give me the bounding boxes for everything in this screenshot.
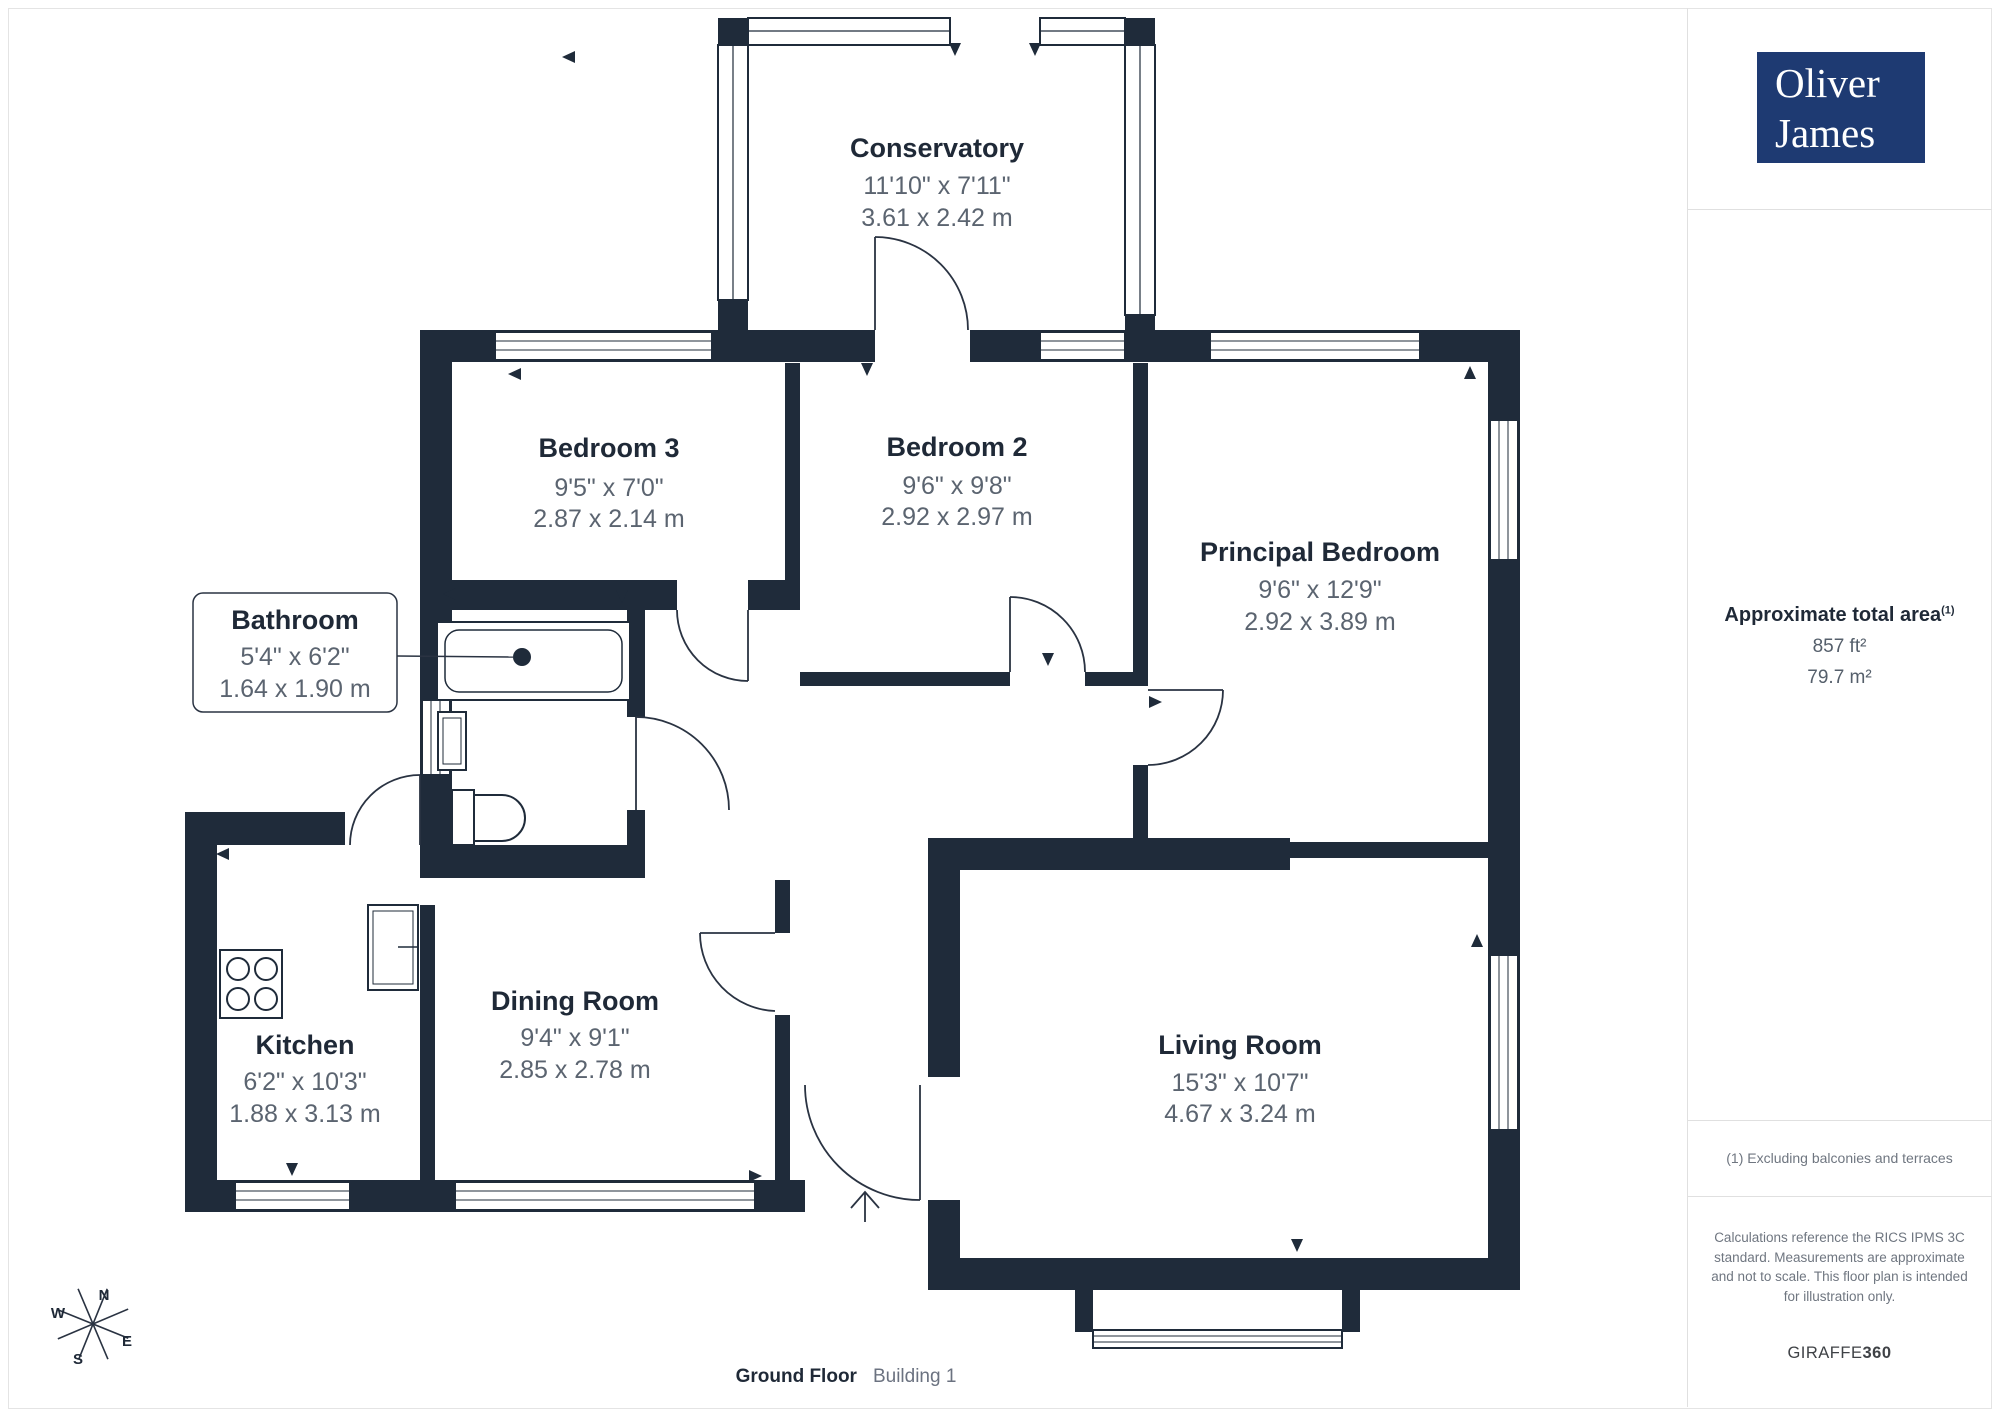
room-dims-imperial: 15'3" x 10'7" xyxy=(1171,1069,1309,1097)
bathtub xyxy=(437,622,630,700)
building-name: Building 1 xyxy=(872,1366,957,1387)
compass-s: S xyxy=(72,1351,84,1368)
sidebar-divider-1 xyxy=(1688,209,1992,210)
total-area-title xyxy=(1687,604,1992,627)
total-area-m: 79.7 m² xyxy=(1807,667,1872,688)
room-dims-imperial: 6'2" x 10'3" xyxy=(243,1068,367,1096)
total-area-block xyxy=(1687,604,1992,689)
total-area-ft: 857 ft² xyxy=(1812,636,1867,657)
footnote-marker: (1) xyxy=(1941,604,1955,617)
room-label-bedroom-2: Bedroom 2 xyxy=(886,432,1028,462)
floor-name: Ground Floor xyxy=(735,1366,857,1387)
sidebar-divider-vertical xyxy=(1687,8,1688,1407)
footnote-text: (1) Excluding balconies and terraces xyxy=(1726,1150,1953,1166)
room-label-dining-room: Dining Room xyxy=(491,986,659,1016)
giraffe360-brand xyxy=(1687,1344,1992,1363)
room-dims-metric: 2.92 x 2.97 m xyxy=(881,503,1033,531)
room-dims-imperial: 9'4" x 9'1" xyxy=(520,1024,630,1052)
room-dims-imperial: 9'5" x 7'0" xyxy=(554,474,664,502)
room-dims-metric: 4.67 x 3.24 m xyxy=(1164,1100,1316,1128)
conservatory-entry-gap xyxy=(875,330,970,362)
compass-icon xyxy=(44,1275,143,1374)
room-dims-imperial: 9'6" x 12'9" xyxy=(1258,576,1382,604)
sidebar-divider-3 xyxy=(1688,1196,1992,1197)
entrance-arrow-icon xyxy=(851,1192,879,1222)
room-dims-imperial: 5'4" x 6'2" xyxy=(240,643,350,671)
total-area-title-text: Approximate total area xyxy=(1724,604,1942,626)
room-dims-metric: 2.85 x 2.78 m xyxy=(499,1056,651,1084)
room-label-bedroom-3: Bedroom 3 xyxy=(538,433,680,463)
giraffe-360: 360 xyxy=(1862,1344,1892,1362)
room-dims-imperial: 11'10" x 7'11" xyxy=(863,172,1011,200)
stove xyxy=(220,950,282,1018)
compass-e: E xyxy=(121,1333,133,1350)
shower-head-icon xyxy=(513,648,531,666)
room-dims-metric: 2.87 x 2.14 m xyxy=(533,505,685,533)
disclaimer-text: Calculations reference the RICS IPMS 3C standard. Measurements are approximate and not to scale. This floor plan is intended for illustration only. xyxy=(1711,1230,1968,1304)
agency-logo xyxy=(1757,52,1925,163)
room-dims-metric: 2.92 x 3.89 m xyxy=(1244,608,1396,636)
room-label-bathroom: Bathroom xyxy=(231,605,359,635)
logo-line2: James xyxy=(1775,110,1876,156)
room-dims-metric: 3.61 x 2.42 m xyxy=(861,204,1013,232)
toilet xyxy=(452,790,525,845)
room-label-principal-bedroom: Principal Bedroom xyxy=(1199,537,1441,567)
sidebar-divider-2 xyxy=(1688,1120,1992,1121)
compass-w: W xyxy=(50,1305,66,1322)
giraffe-text: GIRAFFE xyxy=(1787,1344,1863,1362)
bathroom-sink xyxy=(438,712,466,770)
bay-interior xyxy=(1093,1290,1342,1332)
kitchen-sink xyxy=(368,905,418,990)
logo-line1: Oliver xyxy=(1775,60,1880,106)
room-dims-metric: 1.64 x 1.90 m xyxy=(219,675,371,703)
room-label-living-room: Living Room xyxy=(1158,1030,1322,1060)
room-label-kitchen: Kitchen xyxy=(255,1030,355,1060)
room-label-conservatory: Conservatory xyxy=(849,133,1025,163)
room-dims-metric: 1.88 x 3.13 m xyxy=(229,1100,381,1128)
conservatory-glazing xyxy=(718,18,1155,315)
floor-caption xyxy=(0,1366,1692,1388)
compass-n: N xyxy=(98,1287,110,1304)
room-dims-imperial: 9'6" x 9'8" xyxy=(902,472,1012,500)
